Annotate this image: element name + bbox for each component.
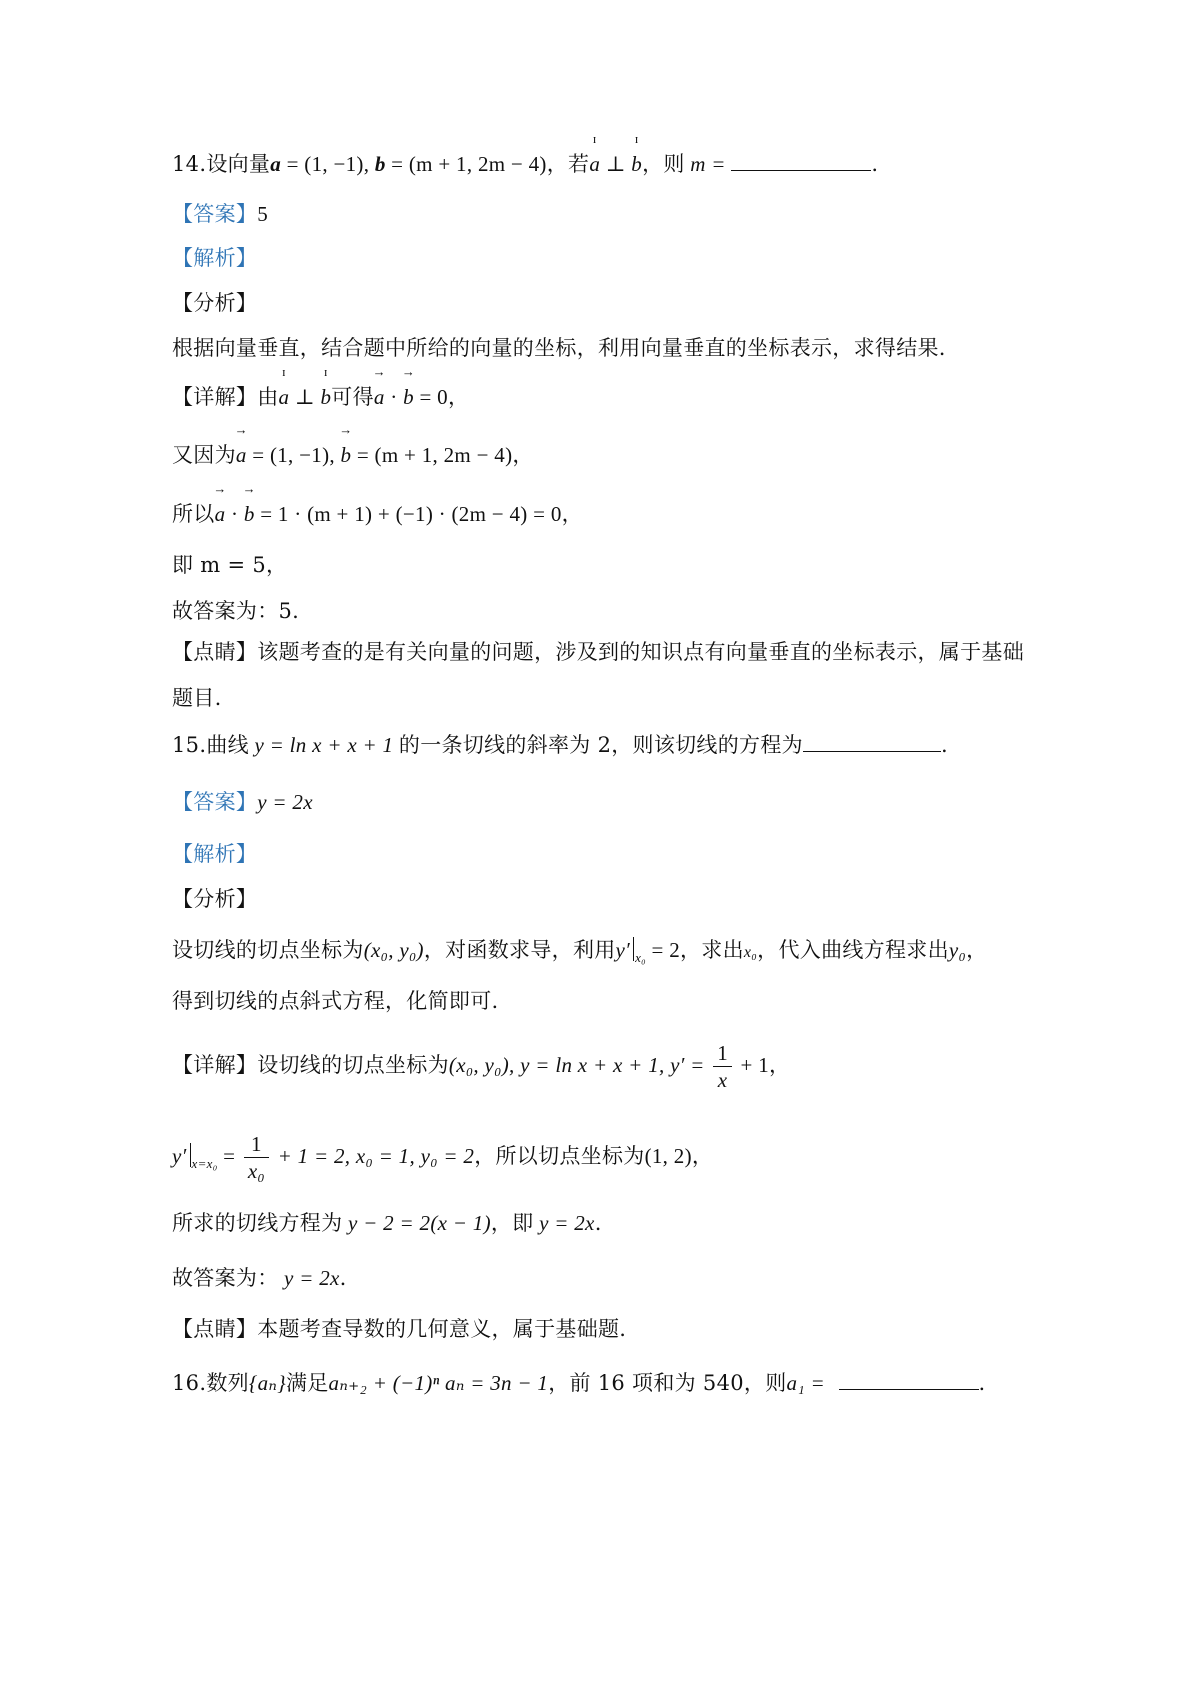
unknown-m: m = bbox=[684, 152, 732, 176]
point: (1, 2) bbox=[644, 1144, 692, 1168]
vector-b-coords: = (m + 1, 2m − 4) bbox=[385, 152, 547, 176]
question-15 bbox=[172, 729, 948, 760]
vector-b: ɪ b bbox=[631, 131, 643, 176]
text: 所求的切线方程为 bbox=[172, 1211, 343, 1235]
q14-detail-line-4: 即 m = 5， bbox=[172, 553, 288, 577]
q14-jiexi-tag: 【解析】 bbox=[172, 246, 258, 270]
text: 本题考查导数的几何意义，属于基础题. bbox=[257, 1317, 627, 1341]
q15-detail-line-2: y′ $_{x=x_0}$ = $\frac{1}{\text{x₀}}$ + 1 = 2, x₀ = 1, y₀ = 2，所以切点坐标为(1, 2)， bbox=[172, 1132, 714, 1183]
text: ，代入曲线方程求出 bbox=[757, 938, 949, 962]
q15-comment bbox=[172, 1314, 626, 1344]
text: = (1, −1), bbox=[246, 443, 341, 467]
answer-value: y = 2x bbox=[257, 790, 313, 814]
period: . bbox=[871, 152, 879, 176]
answer-blank bbox=[803, 729, 941, 752]
question-number: 14. bbox=[172, 152, 207, 176]
formula: + 1 = 2, x₀ = 1, y₀ = 2 bbox=[272, 1144, 475, 1168]
answer-blank bbox=[731, 148, 871, 171]
q15-analysis-line-2: 得到切线的点斜式方程，化简即可. bbox=[172, 989, 499, 1013]
perp-symbol: ⊥ bbox=[600, 152, 632, 176]
text: 设切线的切点坐标为 bbox=[172, 938, 364, 962]
text: 的一条切线的斜率为 2，则该切线的方程为 bbox=[398, 733, 803, 757]
text: ，即 bbox=[490, 1211, 534, 1235]
point: (x₀, y₀) bbox=[363, 938, 424, 962]
text: + 1， bbox=[735, 1053, 791, 1077]
vector-a-bold: a bbox=[270, 152, 282, 176]
text: = 1 · (m + 1) + (−1) · (2m − 4) = 0， bbox=[254, 502, 583, 526]
vector-a: ɪ a bbox=[589, 131, 601, 176]
text: = bbox=[217, 1144, 241, 1168]
x0: x₀ bbox=[743, 944, 758, 961]
vector-b-bold: b bbox=[374, 152, 386, 176]
period: . bbox=[940, 733, 948, 757]
question-16 bbox=[172, 1367, 986, 1398]
q15-detail-line-3 bbox=[172, 1208, 602, 1238]
vector-a-coords: = (1, −1), bbox=[281, 152, 375, 176]
text: ，所以切点坐标为 bbox=[474, 1144, 645, 1168]
question-text: 设向量 bbox=[206, 152, 271, 176]
text: 该题考查的是有关向量的问题，涉及到的知识点有向量垂直的坐标表示，属于基础 bbox=[257, 640, 1024, 664]
answer-value: 5 bbox=[257, 202, 269, 226]
vector-a: → a bbox=[213, 481, 227, 526]
q14-detail-line-2 bbox=[172, 422, 534, 470]
question-text: ，若 bbox=[546, 152, 590, 176]
q15-answer bbox=[172, 787, 313, 817]
text: 满足 bbox=[285, 1371, 329, 1395]
q14-detail-line-3: 所以 → a · → b = 1 · (m + 1) + (−1) · (2m − 4) = 0， bbox=[172, 499, 583, 529]
vector-b: ɪ b bbox=[320, 364, 332, 409]
vector-a: ɪ a bbox=[278, 364, 290, 409]
fraction: $\frac{1}{x}$ bbox=[713, 1040, 732, 1093]
recurrence-formula: aₙ₊₂ + (−1)ⁿ aₙ = 3n − 1 bbox=[328, 1371, 549, 1395]
formula: (x₀, y₀), y = ln x + x + 1, y′ = bbox=[448, 1053, 711, 1077]
answer-tag: 【答案】 bbox=[172, 790, 258, 814]
text: ， bbox=[966, 938, 988, 962]
q14-analysis-text: 根据向量垂直，结合题中所给的向量的坐标，利用向量垂直的坐标表示，求得结果. bbox=[172, 336, 946, 360]
y0: y₀ bbox=[948, 938, 967, 962]
q14-fenxi-tag: 【分析】 bbox=[172, 291, 258, 315]
sequence: {aₙ} bbox=[248, 1371, 286, 1395]
question-number: 16. bbox=[172, 1371, 207, 1395]
vector-a: → a bbox=[234, 422, 248, 467]
q15-detail-line-4 bbox=[172, 1263, 347, 1293]
q15-fenxi-tag: 【分析】 bbox=[172, 887, 258, 911]
vector-a: → a bbox=[372, 364, 386, 409]
detail-tag: 【详解】 bbox=[172, 1053, 258, 1077]
a1: a₁ = bbox=[786, 1371, 831, 1395]
question-text: ，则 bbox=[642, 152, 685, 176]
text: ，对函数求导，利用 bbox=[423, 938, 616, 962]
text: 所以 bbox=[172, 502, 215, 526]
function-formula: y = ln x + x + 1 bbox=[248, 733, 399, 757]
vector-b: → b bbox=[339, 422, 353, 467]
text: 由 bbox=[257, 385, 279, 409]
text: ， bbox=[691, 1144, 714, 1168]
q14-detail-line-1: 【详解】由 ɪ a ⊥ ɪ b可得 → a · → b = 0， bbox=[172, 382, 469, 412]
formula: y − 2 = 2(x − 1) bbox=[342, 1211, 491, 1235]
text: ，前 16 项和为 540，则 bbox=[548, 1371, 787, 1395]
comment-tag: 【点睛】 bbox=[172, 640, 258, 664]
q14-comment bbox=[172, 637, 1024, 667]
text: = 0， bbox=[413, 385, 470, 409]
q15-jiexi-tag: 【解析】 bbox=[172, 842, 258, 866]
text: . bbox=[594, 1211, 602, 1235]
text: 曲线 bbox=[206, 733, 249, 757]
text: 故答案为： bbox=[172, 1266, 279, 1290]
text: 设切线的切点坐标为 bbox=[257, 1053, 449, 1077]
text: 数列 bbox=[206, 1371, 249, 1395]
text: 可得 bbox=[331, 385, 374, 409]
comment-tag: 【点睛】 bbox=[172, 1317, 258, 1341]
formula: y = 2x bbox=[278, 1266, 340, 1290]
text: = (m + 1, 2m − 4)， bbox=[351, 443, 534, 467]
q14-comment-line-2: 题目. bbox=[172, 686, 222, 710]
formula: y = 2x bbox=[533, 1211, 595, 1235]
question-14 bbox=[172, 131, 879, 179]
q15-detail-line-1 bbox=[172, 1040, 790, 1093]
q14-detail-line-5: 故答案为：5. bbox=[172, 599, 300, 623]
text: ，求出 bbox=[680, 938, 744, 962]
text: 又因为 bbox=[172, 443, 236, 467]
q15-analysis-line-1: 设切线的切点坐标为(x₀, y₀)，对函数求导，利用y′ $_{x_0}$ = 2，求出x₀，代入曲线方程求出y₀， bbox=[172, 938, 988, 965]
vector-b: → b bbox=[242, 481, 256, 526]
derivative: y′ bbox=[172, 1144, 187, 1168]
derivative: y′ bbox=[615, 938, 631, 962]
q14-answer bbox=[172, 199, 268, 229]
answer-tag: 【答案】 bbox=[172, 202, 258, 226]
text: = 2 bbox=[645, 938, 680, 962]
period: . bbox=[978, 1371, 986, 1395]
answer-blank bbox=[839, 1367, 979, 1390]
text: . bbox=[339, 1266, 347, 1290]
question-number: 15. bbox=[172, 733, 207, 757]
vector-b: → b bbox=[401, 364, 416, 409]
fraction: $\frac{1}{\text{x₀}}$ bbox=[244, 1131, 269, 1184]
detail-tag: 【详解】 bbox=[172, 385, 258, 409]
